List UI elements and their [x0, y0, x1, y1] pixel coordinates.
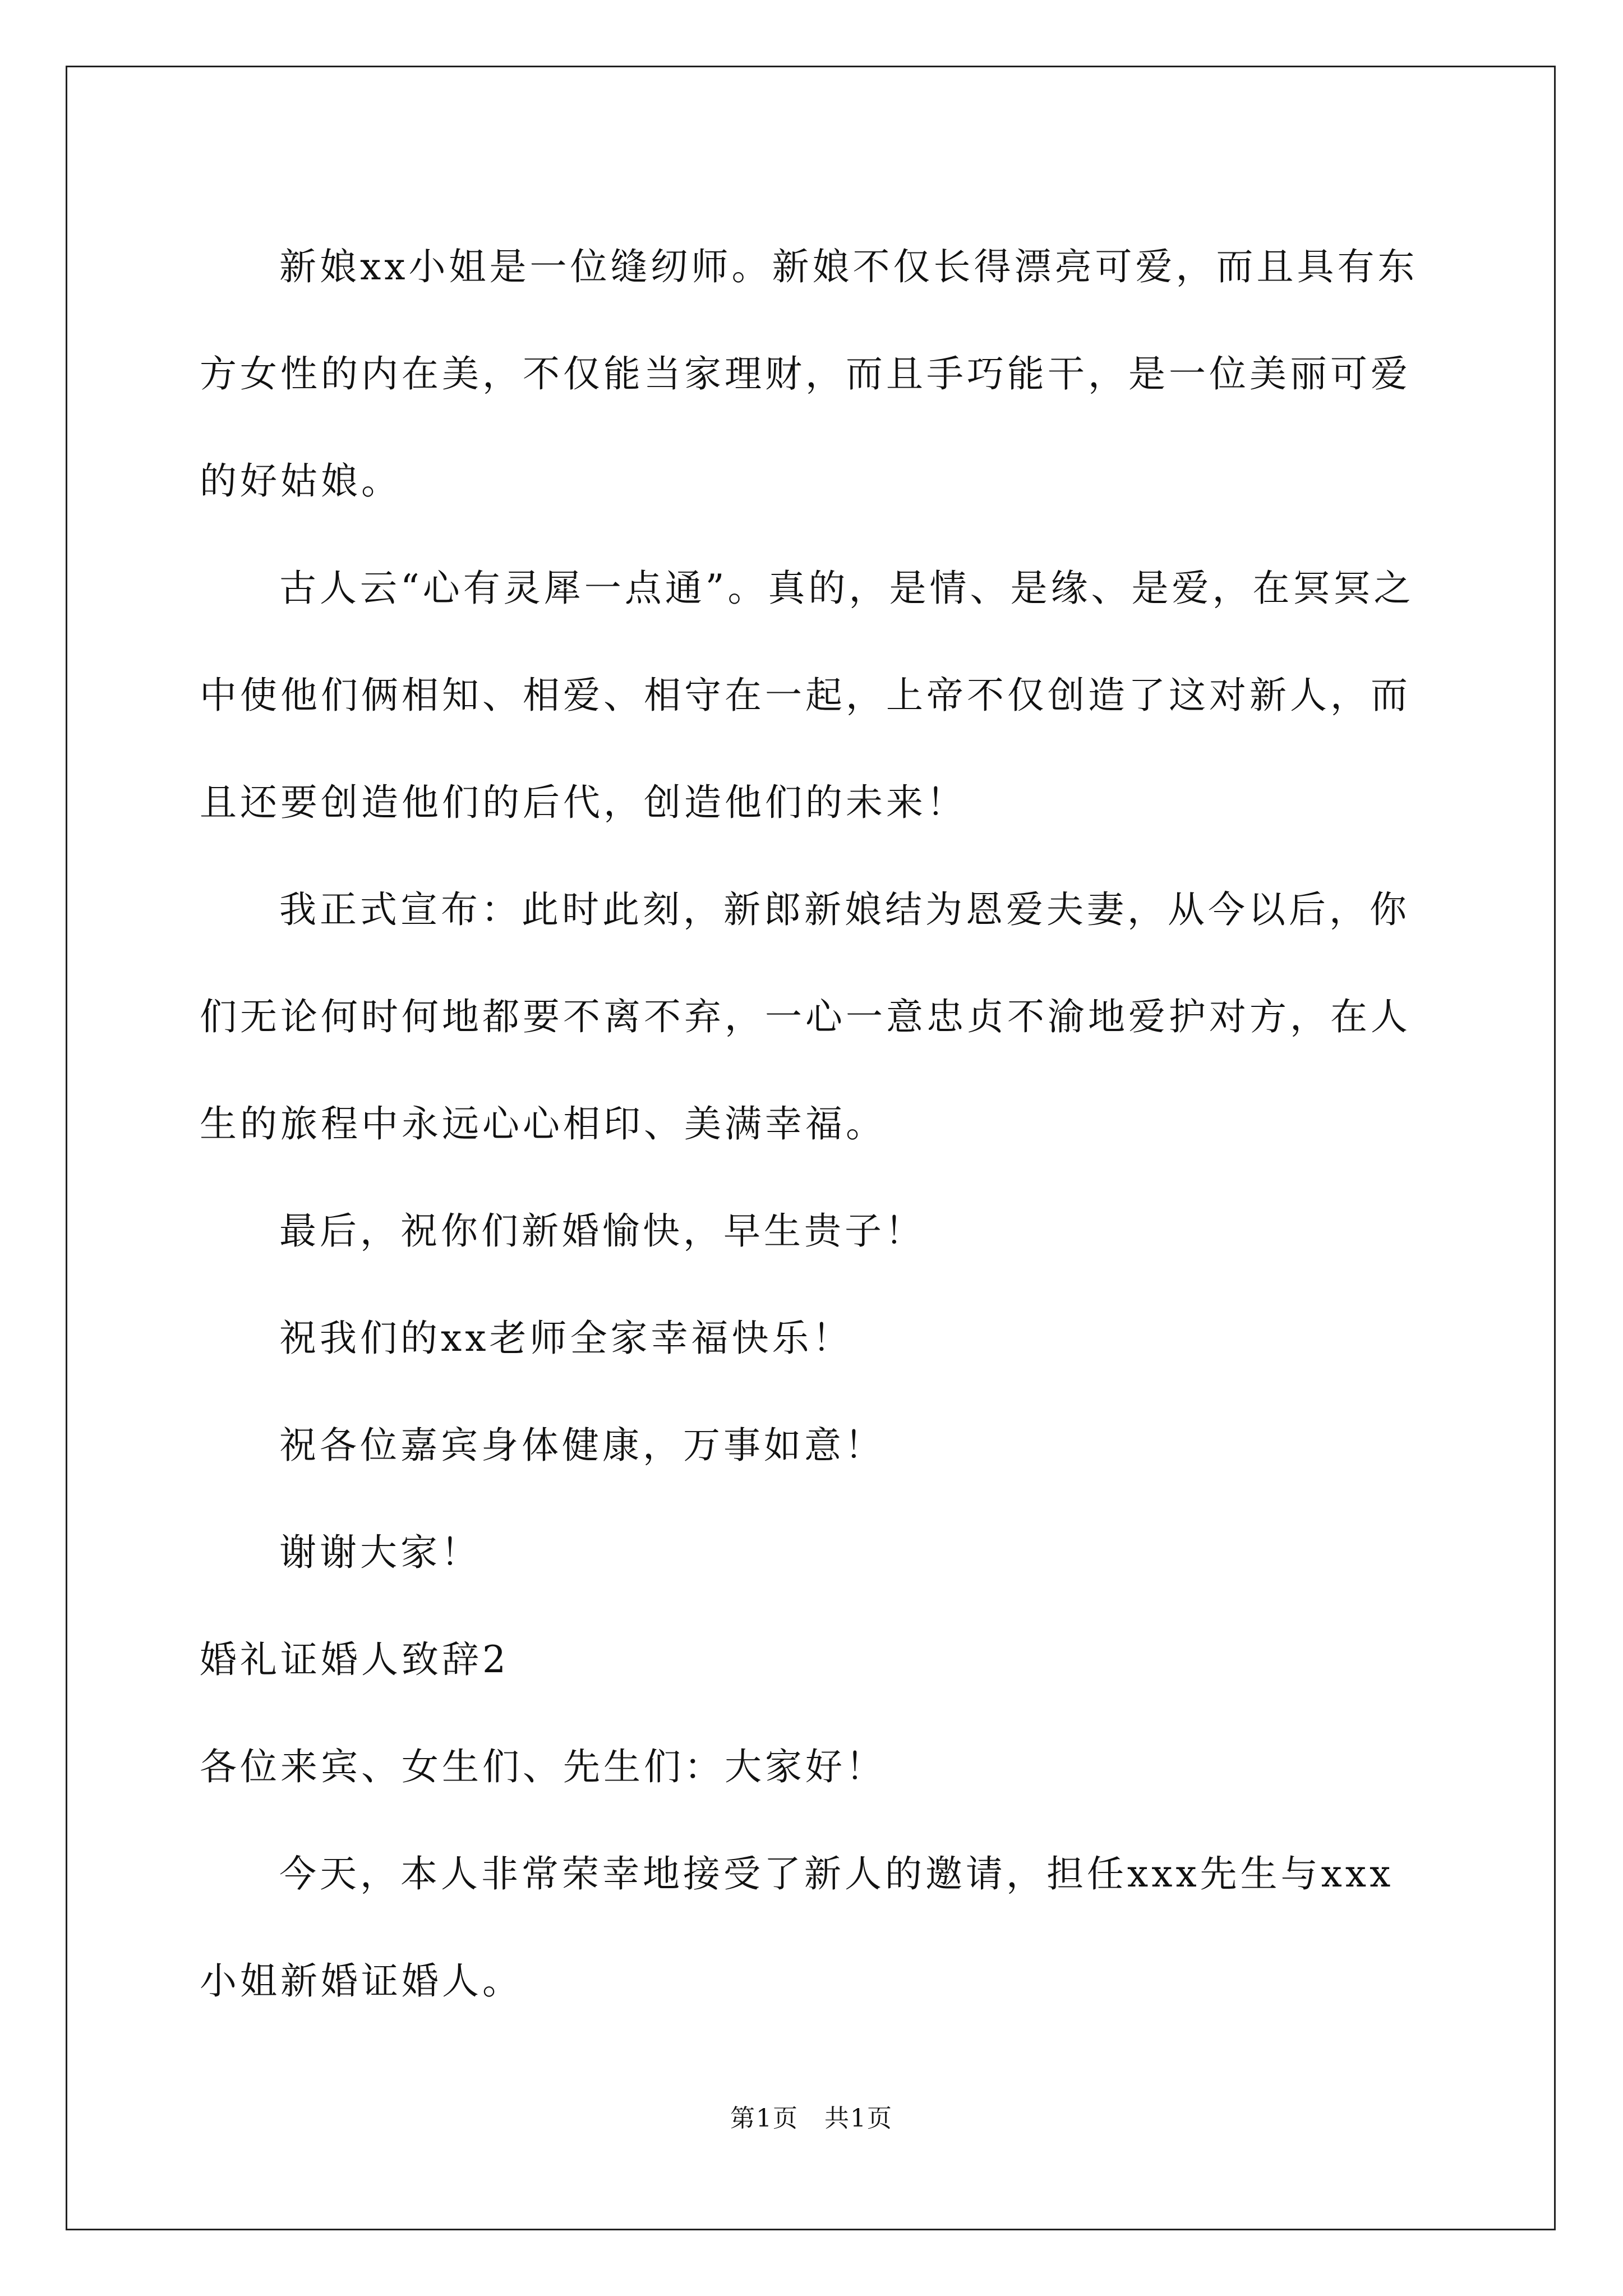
paragraph-greeting: 各位来宾、女生们、先生们：大家好！	[200, 1745, 886, 1788]
paragraph-wish-newlyweds: 最后，祝你们新婚愉快，早生贵子！	[279, 1209, 925, 1253]
paragraph-fate: 古人云“心有灵犀一点通”。真的，是情、是缘、是爱，在冥冥之中使他们俩相知、相爱、相守在一起，上帝不仅创造了这对新人，而且还要创造他们的后代，创造他们的未来！	[200, 567, 1414, 824]
section-heading: 婚礼证婚人致辞2	[200, 1638, 509, 1681]
paragraph-wish-teacher: 祝我们的xx老师全家幸福快乐！	[279, 1317, 853, 1360]
paragraph-thanks: 谢谢大家！	[279, 1531, 481, 1574]
paragraph-officiant-intro: 今天，本人非常荣幸地接受了新人的邀请，担任xxx先生与xxx小姐新婚证婚人。	[200, 1852, 1394, 2003]
page-footer: 第1页 共1页	[730, 2104, 893, 2133]
document-body	[200, 213, 1428, 2035]
paragraph-wish-guests: 祝各位嘉宾身体健康，万事如意！	[279, 1424, 885, 1467]
paragraph-bride-intro: 新娘xx小姐是一位缝纫师。新娘不仅长得漂亮可爱，而且具有东方女性的内在美，不仅能当家理财，而且手巧能干，是一位美丽可爱的好姑娘。	[200, 245, 1418, 503]
paragraph-declaration: 我正式宣布：此时此刻，新郎新娘结为恩爱夫妻，从今以后，你们无论何时何地都要不离不弃，一心一意忠贞不渝地爱护对方，在人生的旅程中永远心心相印、美满幸福。	[200, 888, 1411, 1145]
